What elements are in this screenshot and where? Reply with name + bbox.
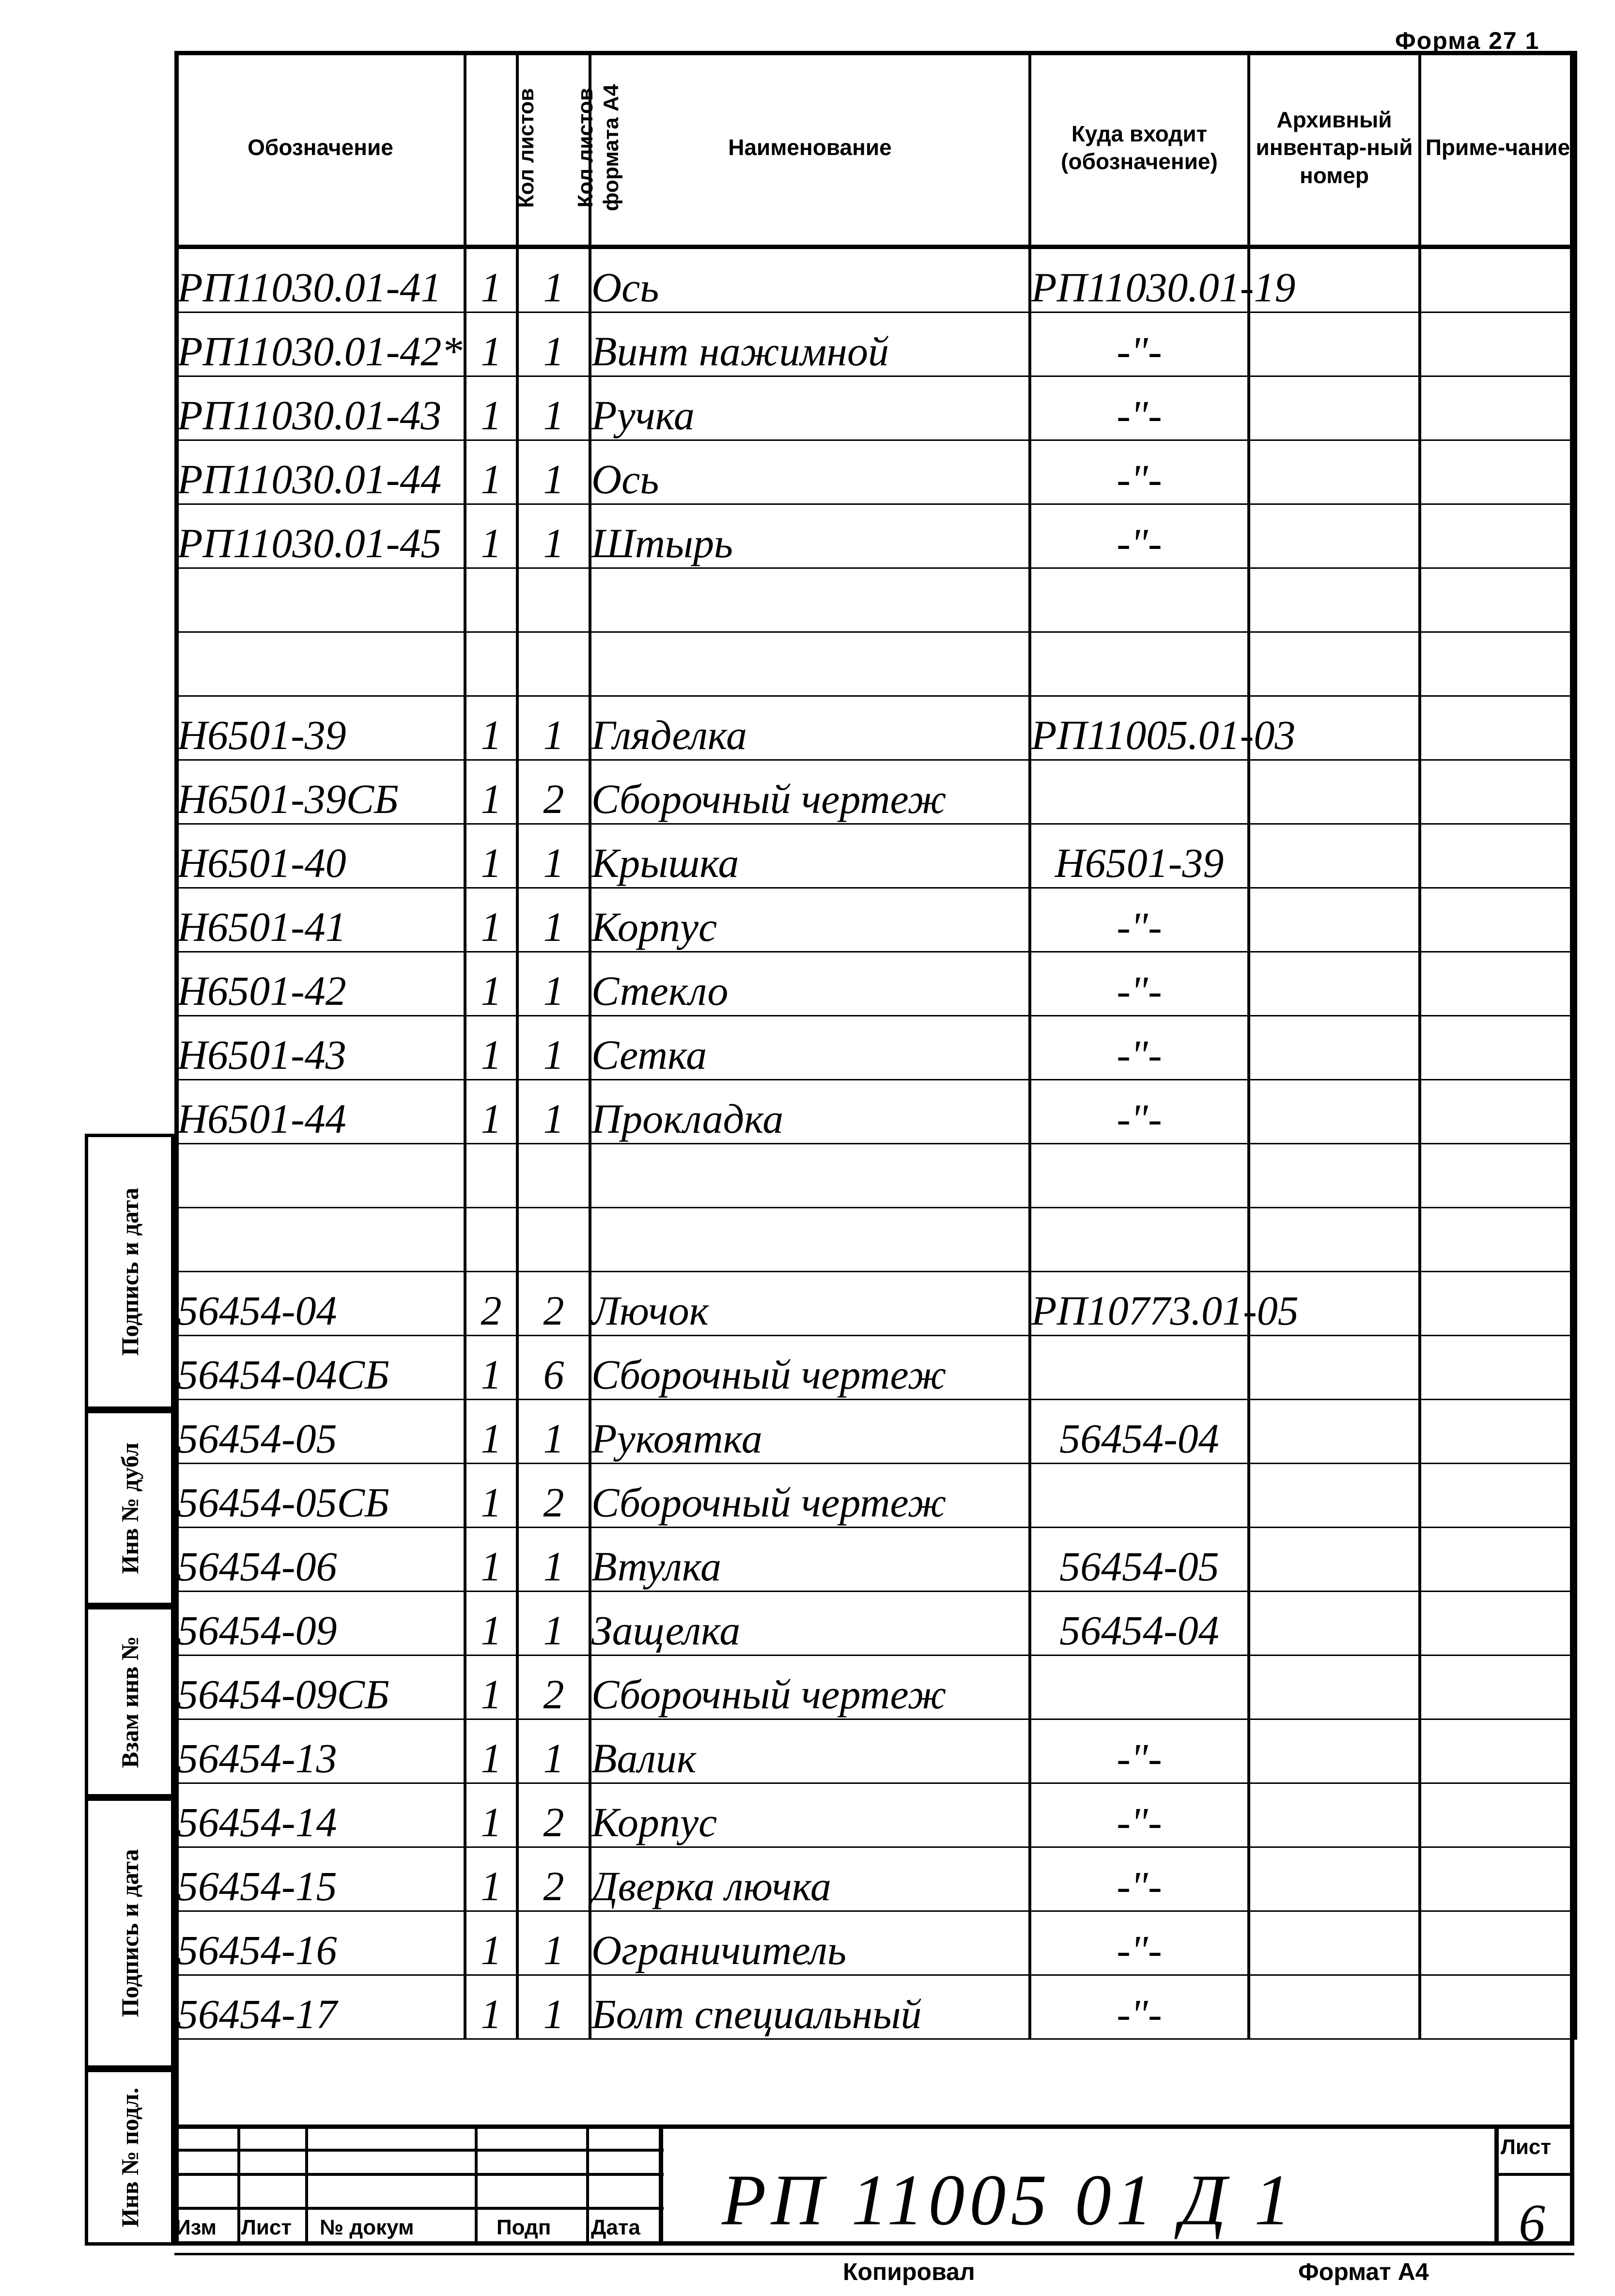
table-row (176, 247, 1576, 312)
cell-note (1420, 568, 1576, 632)
cell-archive (1249, 1400, 1420, 1464)
cell-used-in: -"- (1030, 1080, 1249, 1144)
cell-archive (1249, 1464, 1420, 1528)
cell-note (1420, 1336, 1576, 1400)
cell-designation: 56454-09 (176, 1592, 465, 1656)
cell-name: Болт специальный (590, 1975, 1030, 2039)
table-row (176, 1080, 1576, 1144)
cell-sheets-a4: 6 (517, 1336, 590, 1400)
sheet-label: Лист (1501, 2135, 1551, 2159)
cell-name: Крышка (590, 824, 1030, 888)
cell-name (590, 1144, 1030, 1208)
cell-sheets-a4: 1 (517, 1080, 590, 1144)
title-block-divider (305, 2124, 308, 2246)
header-name: Наименование (590, 51, 1030, 247)
cell-note (1420, 1783, 1576, 1847)
cell-note (1420, 1464, 1576, 1528)
cell-designation: Н6501-44 (176, 1080, 465, 1144)
cell-sheets-count: 1 (465, 376, 517, 440)
cell-designation: 56454-06 (176, 1528, 465, 1592)
cell-sheets-count: 1 (465, 1336, 517, 1400)
cell-note (1420, 632, 1576, 696)
cell-note (1420, 824, 1576, 888)
cell-note (1420, 1016, 1576, 1080)
cell-note (1420, 312, 1576, 376)
format-label: Формат А4 (1298, 2258, 1429, 2285)
cell-note (1420, 1208, 1576, 1272)
cell-archive (1249, 1528, 1420, 1592)
cell-name: Сборочный чертеж (590, 1656, 1030, 1719)
cell-note (1420, 1272, 1576, 1336)
cell-sheets-a4: 1 (517, 440, 590, 504)
cell-name: Ось (590, 440, 1030, 504)
table-row (176, 1656, 1576, 1719)
table-row (176, 440, 1576, 504)
table-row (176, 376, 1576, 440)
cell-sheets-a4: 2 (517, 1847, 590, 1911)
cell-used-in: -"- (1030, 1719, 1249, 1783)
cell-note (1420, 247, 1576, 312)
cell-used-in: -"- (1030, 312, 1249, 376)
cell-sheets-count: 1 (465, 952, 517, 1016)
cell-sheets-count: 1 (465, 1656, 517, 1719)
cell-sheets-a4: 1 (517, 1911, 590, 1975)
sign-label: Подп (497, 2216, 551, 2239)
cell-sheets-a4: 1 (517, 888, 590, 952)
cell-archive (1249, 1656, 1420, 1719)
cell-sheets-a4: 1 (517, 1719, 590, 1783)
cell-name: Корпус (590, 1783, 1030, 1847)
table-row (176, 760, 1576, 824)
cell-sheets-count: 1 (465, 824, 517, 888)
cell-sheets-count: 2 (465, 1272, 517, 1336)
cell-name: Сборочный чертеж (590, 1464, 1030, 1528)
cell-archive (1249, 1975, 1420, 2039)
cell-sheets-count (465, 1144, 517, 1208)
cell-designation: Н6501-43 (176, 1016, 465, 1080)
cell-note (1420, 1080, 1576, 1144)
cell-designation: 56454-16 (176, 1911, 465, 1975)
cell-sheets-count: 1 (465, 888, 517, 952)
cell-designation: Н6501-40 (176, 824, 465, 888)
cell-sheets-count: 1 (465, 696, 517, 760)
cell-name: Втулка (590, 1528, 1030, 1592)
cell-sheets-count: 1 (465, 760, 517, 824)
table-row (176, 504, 1576, 568)
cell-name: Защелка (590, 1592, 1030, 1656)
cell-archive (1249, 1911, 1420, 1975)
cell-designation: 56454-05СБ (176, 1464, 465, 1528)
table-row (176, 696, 1576, 760)
copied-label: Копировал (843, 2258, 975, 2285)
cell-sheets-count: 1 (465, 312, 517, 376)
cell-designation: 56454-05 (176, 1400, 465, 1464)
table-row (176, 632, 1576, 696)
cell-note (1420, 1144, 1576, 1208)
cell-sheets-a4: 1 (517, 1528, 590, 1592)
cell-name: Валик (590, 1719, 1030, 1783)
cell-sheets-a4: 1 (517, 247, 590, 312)
side-stamp (85, 1134, 177, 2246)
cell-name: Ручка (590, 376, 1030, 440)
cell-designation: 56454-04СБ (176, 1336, 465, 1400)
cell-archive (1249, 1336, 1420, 1400)
bottom-rule (174, 2253, 1574, 2255)
cell-sheets-count: 1 (465, 440, 517, 504)
cell-used-in: -"- (1030, 504, 1249, 568)
cell-name (590, 568, 1030, 632)
cell-sheets-count: 1 (465, 1975, 517, 2039)
cell-name: Сборочный чертеж (590, 1336, 1030, 1400)
cell-designation (176, 632, 465, 696)
cell-designation: 56454-17 (176, 1975, 465, 2039)
table-row (176, 1144, 1576, 1208)
cell-archive (1249, 1783, 1420, 1847)
header-used-in: Куда входит (обозначение) (1030, 51, 1249, 247)
cell-archive (1249, 632, 1420, 696)
side-replace-inv: Взам инв № (85, 1606, 174, 1797)
cell-used-in: РП11030.01-19 (1030, 247, 1249, 312)
table-row (176, 1400, 1576, 1464)
form-label: Форма 27 1 (1395, 27, 1540, 54)
cell-sheets-count (465, 632, 517, 696)
header-note: Приме-чание (1420, 51, 1576, 247)
cell-used-in: -"- (1030, 1847, 1249, 1911)
header-sheets-a4: Кол листов формата А4 (517, 51, 590, 247)
cell-designation: 56454-14 (176, 1783, 465, 1847)
cell-designation: РП11030.01-42* (176, 312, 465, 376)
cell-sheets-a4: 1 (517, 824, 590, 888)
cell-designation (176, 568, 465, 632)
cell-used-in (1030, 1656, 1249, 1719)
cell-sheets-count: 1 (465, 1592, 517, 1656)
cell-sheets-a4: 1 (517, 504, 590, 568)
cell-name (590, 632, 1030, 696)
cell-used-in: -"- (1030, 440, 1249, 504)
title-block-divider (1494, 2124, 1499, 2246)
cell-designation: РП11030.01-45 (176, 504, 465, 568)
cell-used-in: -"- (1030, 952, 1249, 1016)
date-label: Дата (591, 2216, 640, 2239)
cell-name: Сборочный чертеж (590, 760, 1030, 824)
cell-sheets-a4: 1 (517, 312, 590, 376)
table-row (176, 1016, 1576, 1080)
header-sheets-count: Кол листов (465, 51, 517, 247)
cell-designation: 56454-13 (176, 1719, 465, 1783)
cell-archive (1249, 312, 1420, 376)
table-row (176, 1975, 1576, 2039)
cell-name: Лючок (590, 1272, 1030, 1336)
table-row (176, 1464, 1576, 1528)
cell-archive (1249, 1592, 1420, 1656)
cell-note (1420, 888, 1576, 952)
title-block-rule (1494, 2173, 1574, 2176)
cell-used-in: -"- (1030, 888, 1249, 952)
cell-used-in (1030, 1336, 1249, 1400)
cell-designation: 56454-15 (176, 1847, 465, 1911)
title-block-rule (174, 2149, 664, 2152)
cell-archive (1249, 888, 1420, 952)
table-row (176, 888, 1576, 952)
cell-sheets-count: 1 (465, 1080, 517, 1144)
cell-sheets-a4: 2 (517, 1783, 590, 1847)
cell-note (1420, 1847, 1576, 1911)
table-row (176, 312, 1576, 376)
cell-name: Прокладка (590, 1080, 1030, 1144)
cell-archive (1249, 760, 1420, 824)
cell-name: Ограничитель (590, 1911, 1030, 1975)
table-row (176, 952, 1576, 1016)
cell-sheets-a4 (517, 1144, 590, 1208)
cell-note (1420, 376, 1576, 440)
table-row (176, 1208, 1576, 1272)
cell-sheets-a4 (517, 1208, 590, 1272)
cell-note (1420, 1656, 1576, 1719)
izm-label: Изм (175, 2216, 217, 2239)
cell-sheets-a4: 2 (517, 1656, 590, 1719)
sheet-number: 6 (1519, 2193, 1545, 2252)
cell-designation (176, 1208, 465, 1272)
cell-sheets-a4: 1 (517, 1016, 590, 1080)
title-block-divider (475, 2124, 478, 2246)
list-label: Лист (241, 2216, 292, 2239)
cell-name (590, 1208, 1030, 1272)
cell-designation: Н6501-41 (176, 888, 465, 952)
cell-used-in: -"- (1030, 1975, 1249, 2039)
table-row (176, 1336, 1576, 1400)
table-row (176, 1911, 1576, 1975)
cell-sheets-a4 (517, 632, 590, 696)
cell-sheets-count: 1 (465, 1464, 517, 1528)
cell-used-in (1030, 760, 1249, 824)
cell-sheets-a4: 1 (517, 376, 590, 440)
spec-table (174, 51, 1577, 2040)
cell-note (1420, 1400, 1576, 1464)
cell-used-in: -"- (1030, 1783, 1249, 1847)
cell-sheets-count: 1 (465, 247, 517, 312)
cell-used-in (1030, 632, 1249, 696)
cell-sheets-count: 1 (465, 1400, 517, 1464)
cell-archive (1249, 1719, 1420, 1783)
cell-sheets-count: 1 (465, 1847, 517, 1911)
table-row (176, 1528, 1576, 1592)
cell-sheets-a4 (517, 568, 590, 632)
table-row (176, 568, 1576, 632)
cell-designation: РП11030.01-44 (176, 440, 465, 504)
cell-sheets-a4: 1 (517, 1592, 590, 1656)
cell-designation: Н6501-39СБ (176, 760, 465, 824)
title-block-divider (237, 2124, 240, 2246)
cell-used-in: РП11005.01-03 (1030, 696, 1249, 760)
header-archive: Архивный инвентар-ный номер (1249, 51, 1420, 247)
cell-designation: Н6501-42 (176, 952, 465, 1016)
cell-sheets-count (465, 1208, 517, 1272)
cell-sheets-a4: 1 (517, 1400, 590, 1464)
cell-archive (1249, 440, 1420, 504)
document-designation: РП 11005 01 Д 1 (722, 2160, 1296, 2240)
cell-note (1420, 696, 1576, 760)
side-sign-date-bottom: Подпись и дата (85, 1797, 174, 2069)
side-orig-inv: Инв № подл. (85, 2069, 174, 2246)
cell-sheets-count: 1 (465, 1528, 517, 1592)
cell-designation: Н6501-39 (176, 696, 465, 760)
cell-used-in: -"- (1030, 376, 1249, 440)
cell-note (1420, 1975, 1576, 2039)
cell-name: Дверка лючка (590, 1847, 1030, 1911)
cell-note (1420, 1911, 1576, 1975)
table-row (176, 1719, 1576, 1783)
cell-designation: 56454-04 (176, 1272, 465, 1336)
cell-sheets-count: 1 (465, 1016, 517, 1080)
title-block-divider (659, 2124, 663, 2246)
side-dup-inv: Инв № дубл (85, 1410, 174, 1606)
cell-name: Рукоятка (590, 1400, 1030, 1464)
title-block-divider (586, 2124, 589, 2246)
cell-sheets-a4: 1 (517, 1975, 590, 2039)
cell-archive (1249, 504, 1420, 568)
cell-name: Ось (590, 247, 1030, 312)
cell-designation (176, 1144, 465, 1208)
table-row (176, 1592, 1576, 1656)
cell-archive (1249, 824, 1420, 888)
cell-note (1420, 952, 1576, 1016)
cell-designation: РП11030.01-43 (176, 376, 465, 440)
cell-archive (1249, 1016, 1420, 1080)
cell-sheets-count (465, 568, 517, 632)
cell-name: Гляделка (590, 696, 1030, 760)
cell-note (1420, 1528, 1576, 1592)
side-sign-date-top: Подпись и дата (85, 1134, 174, 1410)
cell-note (1420, 1719, 1576, 1783)
cell-used-in (1030, 1464, 1249, 1528)
cell-used-in: 56454-05 (1030, 1528, 1249, 1592)
cell-sheets-a4: 2 (517, 1272, 590, 1336)
cell-note (1420, 1592, 1576, 1656)
cell-used-in: Н6501-39 (1030, 824, 1249, 888)
table-row (176, 824, 1576, 888)
cell-used-in: 56454-04 (1030, 1400, 1249, 1464)
cell-note (1420, 504, 1576, 568)
table-row (176, 1847, 1576, 1911)
cell-sheets-a4: 1 (517, 952, 590, 1016)
title-block-rule (174, 2207, 664, 2210)
cell-sheets-a4: 2 (517, 1464, 590, 1528)
title-block-rule (174, 2173, 664, 2176)
table-row (176, 1783, 1576, 1847)
cell-archive (1249, 568, 1420, 632)
cell-used-in (1030, 1208, 1249, 1272)
title-block-top-rule (174, 2124, 1574, 2129)
cell-name: Винт нажимной (590, 312, 1030, 376)
cell-designation: РП11030.01-41 (176, 247, 465, 312)
cell-sheets-a4: 1 (517, 696, 590, 760)
cell-sheets-count: 1 (465, 1719, 517, 1783)
cell-archive (1249, 1208, 1420, 1272)
table-row (176, 1272, 1576, 1336)
cell-used-in: -"- (1030, 1911, 1249, 1975)
doc-no-label: № докум (320, 2216, 414, 2239)
cell-name: Корпус (590, 888, 1030, 952)
header-designation: Обозначение (176, 51, 465, 247)
cell-archive (1249, 952, 1420, 1016)
cell-archive (1249, 1080, 1420, 1144)
cell-archive (1249, 376, 1420, 440)
cell-archive (1249, 1847, 1420, 1911)
cell-name: Сетка (590, 1016, 1030, 1080)
cell-note (1420, 760, 1576, 824)
cell-used-in: 56454-04 (1030, 1592, 1249, 1656)
cell-used-in (1030, 1144, 1249, 1208)
cell-used-in (1030, 568, 1249, 632)
cell-sheets-count: 1 (465, 504, 517, 568)
cell-used-in: РП10773.01-05 (1030, 1272, 1249, 1336)
cell-used-in: -"- (1030, 1016, 1249, 1080)
cell-name: Штырь (590, 504, 1030, 568)
table-header (176, 51, 1576, 247)
cell-sheets-count: 1 (465, 1783, 517, 1847)
cell-note (1420, 440, 1576, 504)
cell-sheets-count: 1 (465, 1911, 517, 1975)
cell-designation: 56454-09СБ (176, 1656, 465, 1719)
cell-archive (1249, 1144, 1420, 1208)
cell-sheets-a4: 2 (517, 760, 590, 824)
cell-name: Стекло (590, 952, 1030, 1016)
